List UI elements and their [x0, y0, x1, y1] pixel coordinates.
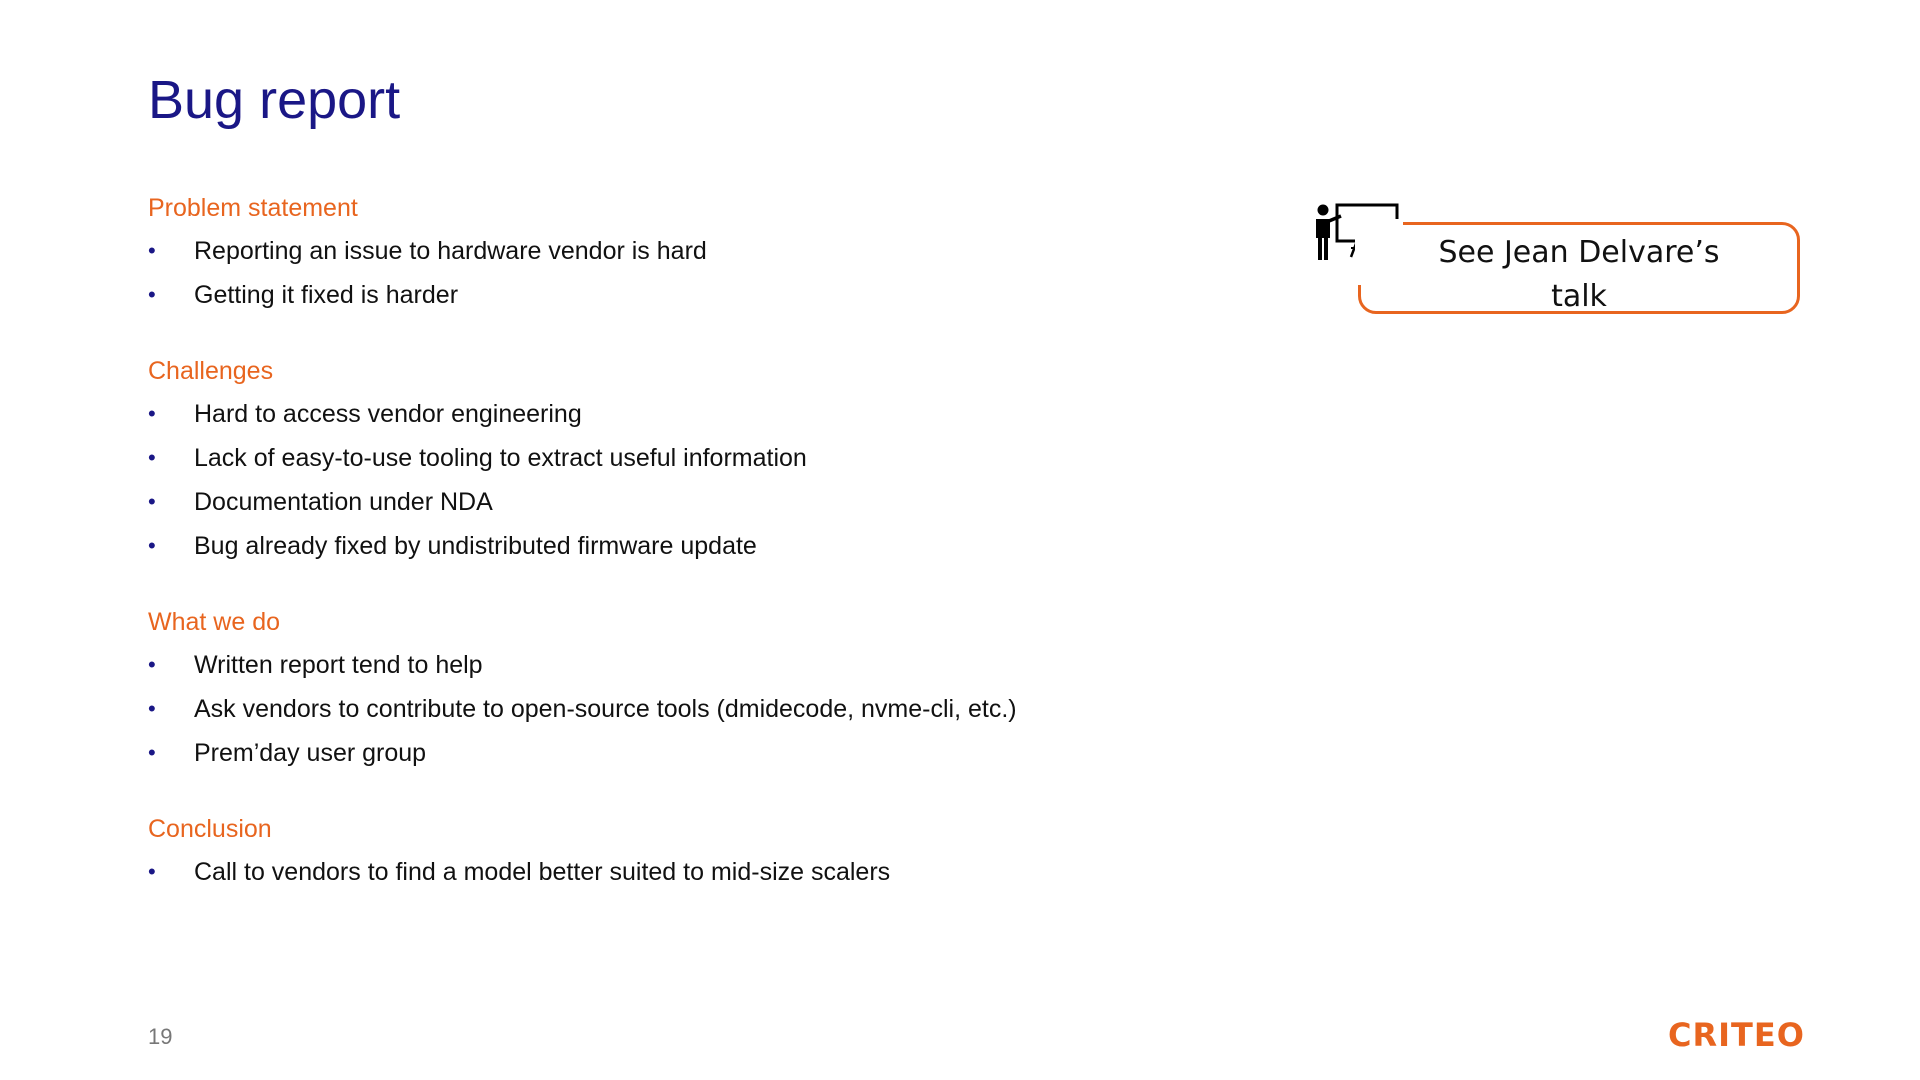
bullet-text: Hard to access vendor engineering — [194, 400, 582, 428]
bullet-item — [148, 650, 1148, 680]
slide-title: Bug report — [148, 70, 401, 130]
section — [148, 814, 1148, 887]
bullet-text: Ask vendors to contribute to open-source tools (dmidecode, nvme-cli, etc.) — [194, 695, 1017, 723]
bullet-item — [148, 487, 1148, 517]
bullet-text: Getting it fixed is harder — [194, 281, 459, 309]
bullet-dot: • — [148, 859, 156, 884]
bullet-item — [148, 857, 1148, 887]
section-heading: Problem statement — [148, 194, 358, 222]
bullet-dot: • — [148, 445, 156, 470]
callout-text-line2: talk — [1551, 279, 1607, 314]
section — [148, 356, 1148, 561]
bullet-text: Reporting an issue to hardware vendor is hard — [194, 237, 707, 265]
speaker-callout — [1358, 222, 1800, 314]
bullet-item — [148, 738, 1148, 768]
bullet-item — [148, 399, 1148, 429]
bullet-dot: • — [148, 401, 156, 426]
bullet-item — [148, 531, 1148, 561]
bullet-text: Documentation under NDA — [194, 488, 493, 516]
section-heading: What we do — [148, 608, 281, 636]
bullet-list — [148, 857, 1148, 887]
section — [148, 607, 1148, 768]
bullet-text: Written report tend to help — [194, 651, 483, 679]
bullet-list — [148, 399, 1148, 561]
bullet-dot: • — [148, 740, 156, 765]
bullet-item — [148, 694, 1148, 724]
bullet-list — [148, 236, 1148, 310]
bullet-item — [148, 236, 1148, 266]
page-number: 19 — [148, 1024, 173, 1049]
bullet-list — [148, 650, 1148, 768]
bullet-text: Prem’day user group — [194, 739, 427, 767]
bullet-dot: • — [148, 696, 156, 721]
bullet-dot: • — [148, 238, 156, 263]
criteo-logo: CRITEO — [1668, 1016, 1805, 1054]
section-heading: Conclusion — [148, 815, 272, 843]
bullet-text: Lack of easy-to-use tooling to extract useful information — [194, 444, 807, 472]
bullet-item — [148, 443, 1148, 473]
section-heading: Challenges — [148, 357, 274, 385]
slide-content — [148, 193, 1148, 933]
bullet-text: Call to vendors to find a model better suited to mid-size scalers — [194, 858, 891, 886]
callout-text-line1: See Jean Delvare’s — [1438, 235, 1720, 270]
section — [148, 193, 1148, 310]
bullet-item — [148, 280, 1148, 310]
bullet-dot: • — [148, 489, 156, 514]
bullet-dot: • — [148, 652, 156, 677]
bullet-dot: • — [148, 533, 156, 558]
bullet-dot: • — [148, 282, 156, 307]
bullet-text: Bug already fixed by undistributed firmware update — [194, 532, 757, 560]
